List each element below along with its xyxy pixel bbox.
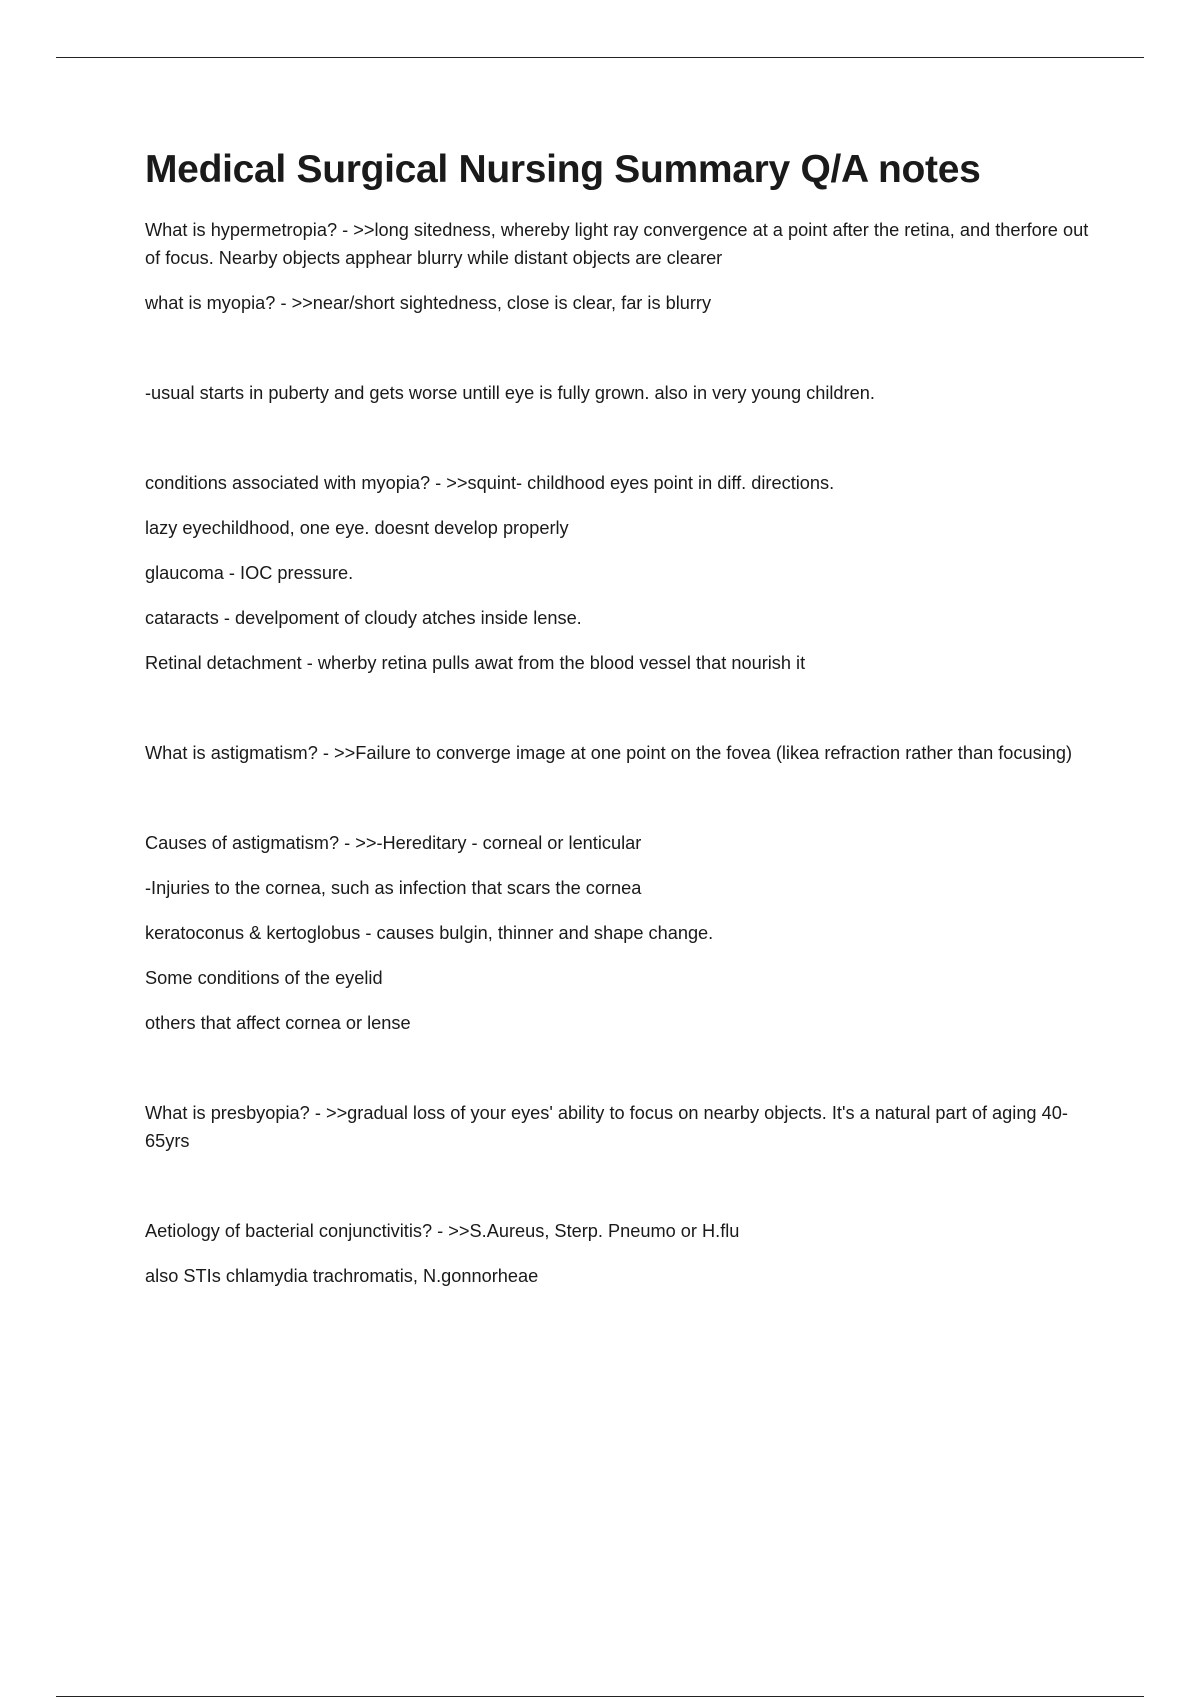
- qa-myopia: what is myopia? - >>near/short sightedness, close is clear, far is blurry: [145, 293, 712, 313]
- qa-astigmatism: What is astigmatism? - >>Failure to converge image at one point on the fovea (likea refraction rather than focusing): [145, 743, 1073, 763]
- document-page: [145, 146, 1090, 1307]
- cause-injuries: -Injuries to the cornea, such as infection that scars the cornea: [145, 878, 642, 898]
- cause-eyelid: Some conditions of the eyelid: [145, 968, 383, 988]
- cause-others: others that affect cornea or lense: [145, 1013, 411, 1033]
- qa-hypermetropia: What is hypermetropia? - >>long sitedness, whereby light ray convergence at a point after the retina, and therfore out of focus. Nearby objects apphear blurry while distant objects are clearer: [145, 220, 1089, 268]
- qa-astigmatism-causes: Causes of astigmatism? - >>-Hereditary - corneal or lenticular: [145, 833, 642, 853]
- qa-conjunctivitis: Aetiology of bacterial conjunctivitis? - >>S.Aureus, Sterp. Pneumo or H.flu: [145, 1221, 740, 1241]
- qa-myopia-conditions: conditions associated with myopia? - >>squint- childhood eyes point in diff. directions.: [145, 473, 835, 493]
- condition-glaucoma: glaucoma - IOC pressure.: [145, 563, 354, 583]
- condition-lazy-eye: lazy eyechildhood, one eye. doesnt develop properly: [145, 518, 569, 538]
- qa-presbyopia: What is presbyopia? - >>gradual loss of your eyes' ability to focus on nearby objects. It's a natural part of aging 40-65yrs: [145, 1103, 1068, 1151]
- spacer: [145, 694, 1090, 739]
- conjunctivitis-stis: also STIs chlamydia trachromatis, N.gonnorheae: [145, 1266, 539, 1286]
- condition-cataracts: cataracts - develpoment of cloudy atches inside lense.: [145, 608, 582, 628]
- spacer: [145, 424, 1090, 469]
- condition-retinal-detachment: Retinal detachment - wherby retina pulls awat from the blood vessel that nourish it: [145, 653, 806, 673]
- cause-keratoconus: keratoconus & kertoglobus - causes bulgin, thinner and shape change.: [145, 923, 714, 943]
- spacer: [145, 784, 1090, 829]
- spacer: [145, 1172, 1090, 1217]
- header-rule: [56, 57, 1144, 58]
- spacer: [145, 1054, 1090, 1099]
- document-title: Medical Surgical Nursing Summary Q/A notes: [145, 148, 981, 191]
- footer-rule: [56, 1696, 1144, 1697]
- spacer: [145, 334, 1090, 379]
- myopia-note: -usual starts in puberty and gets worse untill eye is fully grown. also in very young children.: [145, 383, 875, 403]
